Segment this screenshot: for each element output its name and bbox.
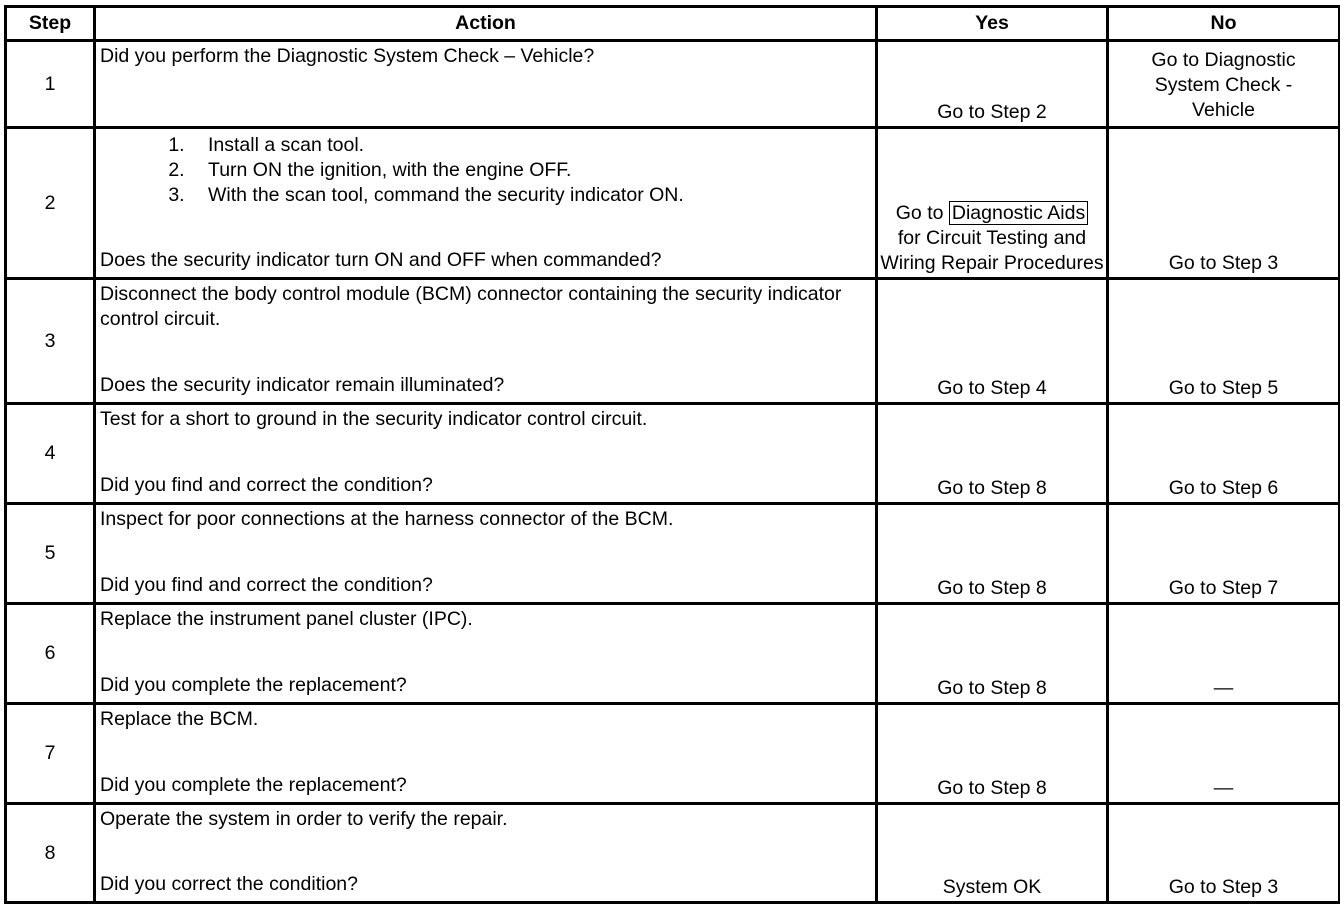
table-row xyxy=(6,41,1340,128)
action-question: Did you complete the replacement? xyxy=(100,674,407,696)
action-cell xyxy=(95,404,877,504)
no-cell: Go to Step 3 xyxy=(1108,128,1340,279)
no-cell: — xyxy=(1108,704,1340,804)
action-cell xyxy=(95,128,877,279)
action-cell xyxy=(95,279,877,404)
action-question: Did you find and correct the condition? xyxy=(100,574,433,596)
no-cell xyxy=(1108,41,1340,128)
action-steps-list xyxy=(100,133,871,208)
yes-cell: System OK xyxy=(877,804,1108,903)
yes-cell: Go to Step 2 xyxy=(877,41,1108,128)
no-cell: Go to Step 5 xyxy=(1108,279,1340,404)
header-no: No xyxy=(1108,7,1340,41)
step-number: 5 xyxy=(6,504,95,604)
action-cell xyxy=(95,41,877,128)
header-action: Action xyxy=(95,7,877,41)
action-question: Did you complete the replacement? xyxy=(100,774,407,796)
table-row xyxy=(6,128,1340,279)
step-number: 2 xyxy=(6,128,95,279)
action-text: Did you perform the Diagnostic System Check – Vehicle? xyxy=(100,45,595,67)
step-number: 3 xyxy=(6,279,95,404)
header-step: Step xyxy=(6,7,95,41)
table-row xyxy=(6,804,1340,903)
table-row xyxy=(6,504,1340,604)
action-text: Replace the instrument panel cluster (IPC). xyxy=(100,608,473,630)
step-number: 1 xyxy=(6,41,95,128)
table-row xyxy=(6,404,1340,504)
action-question: Did you find and correct the condition? xyxy=(100,474,433,496)
action-question: Does the security indicator remain illuminated? xyxy=(100,374,505,396)
table-row xyxy=(6,604,1340,704)
yes-cell: Go to Step 8 xyxy=(877,704,1108,804)
action-question: Does the security indicator turn ON and OFF when commanded? xyxy=(100,249,662,271)
no-cell: Go to Step 3 xyxy=(1108,804,1340,903)
yes-cell: Go to Step 8 xyxy=(877,604,1108,704)
diagnostic-aids-link[interactable]: Diagnostic Aids xyxy=(949,201,1088,225)
list-item: 1. Install a scan tool. xyxy=(190,133,871,158)
no-link[interactable]: Go to Diagnostic System Check - Vehicle xyxy=(1151,49,1296,121)
yes-cell xyxy=(877,128,1108,279)
no-cell: — xyxy=(1108,604,1340,704)
action-text: Inspect for poor connections at the harness connector of the BCM. xyxy=(100,508,674,530)
step-number: 6 xyxy=(6,604,95,704)
action-cell xyxy=(95,704,877,804)
header-row xyxy=(6,7,1340,41)
table-row xyxy=(6,279,1340,404)
list-item: 2. Turn ON the ignition, with the engine OFF. xyxy=(190,158,871,183)
list-item: 3. With the scan tool, command the security indicator ON. xyxy=(190,183,871,208)
action-cell xyxy=(95,604,877,704)
action-question: Did you correct the condition? xyxy=(100,873,358,895)
action-cell xyxy=(95,804,877,903)
header-yes: Yes xyxy=(877,7,1108,41)
yes-cell: Go to Step 4 xyxy=(877,279,1108,404)
step-number: 8 xyxy=(6,804,95,903)
yes-suffix: for Circuit Testing and Wiring Repair Procedures xyxy=(880,227,1104,274)
no-cell: Go to Step 6 xyxy=(1108,404,1340,504)
yes-cell: Go to Step 8 xyxy=(877,404,1108,504)
action-cell xyxy=(95,504,877,604)
action-text: Replace the BCM. xyxy=(100,708,259,730)
yes-prefix: Go to xyxy=(895,202,949,224)
no-cell: Go to Step 7 xyxy=(1108,504,1340,604)
action-text: Operate the system in order to verify the repair. xyxy=(100,808,508,830)
step-number: 7 xyxy=(6,704,95,804)
action-text: Test for a short to ground in the security indicator control circuit. xyxy=(100,408,648,430)
diagnostic-table xyxy=(4,5,1340,904)
step-number: 4 xyxy=(6,404,95,504)
yes-cell: Go to Step 8 xyxy=(877,504,1108,604)
action-text: Disconnect the body control module (BCM) connector containing the security indicator control circuit. xyxy=(100,283,842,330)
table-row xyxy=(6,704,1340,804)
